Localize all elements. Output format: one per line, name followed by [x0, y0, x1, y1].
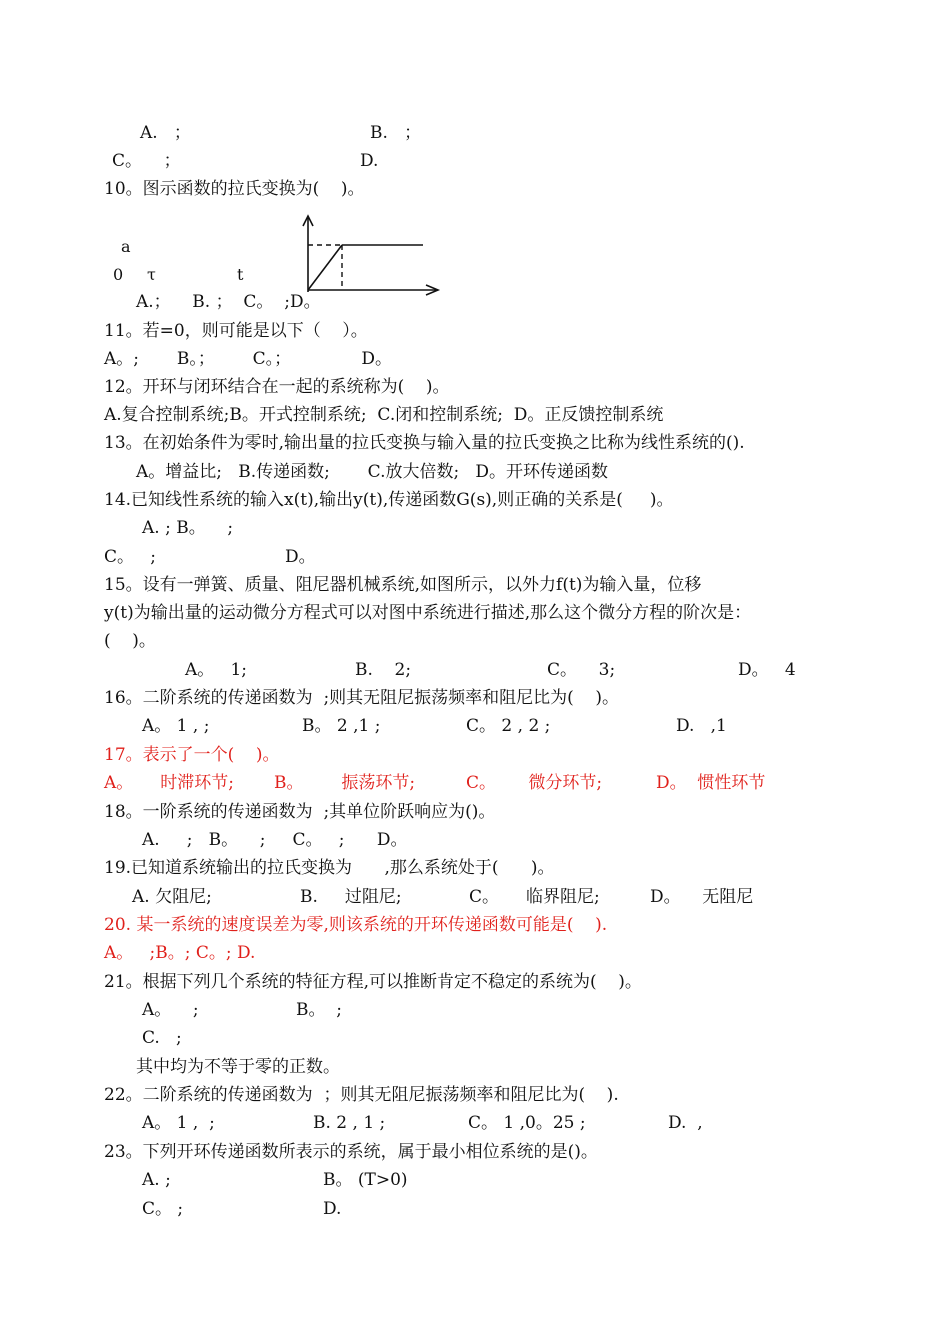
q14-option-c: C。 ;: [104, 547, 156, 567]
question-18: 18。一阶系统的传递函数为 ;其单位阶跃响应为()。: [104, 802, 496, 822]
question-15-line-2: y(t)为输出量的运动微分方程式可以对图中系统进行描述,那么这个微分方程的阶次是：: [104, 603, 752, 623]
question-15-line-3: ( )。: [104, 631, 156, 651]
q22-option-c: C。 1 ,0。25 ;: [468, 1113, 586, 1133]
question-20: 20. 某一系统的速度误差为零,则该系统的开环传递函数可能是( ).: [104, 915, 608, 935]
q16-option-a: A。 1 , ;: [142, 716, 210, 736]
q23-option-c: C。 ;: [142, 1199, 184, 1219]
question-12: 12。开环与闭环结合在一起的系统称为( )。: [104, 377, 450, 397]
ramp-segment: [308, 245, 342, 290]
q14-options-ab: A. ; B。 ;: [142, 518, 234, 538]
q9-option-d: D.: [360, 151, 379, 171]
q15-option-a: A。 1;: [185, 660, 248, 680]
q23-option-a: A. ;: [142, 1170, 171, 1190]
q21-option-a: A。 ;: [142, 1000, 199, 1020]
q21-note: 其中均为不等于零的正数。: [136, 1057, 340, 1077]
question-19: 19.已知道系统输出的拉氏变换为 ,那么系统处于( )。: [104, 858, 555, 878]
question-10: 10。图示函数的拉氏变换为( )。: [104, 179, 365, 199]
q17-option-b: B。 振荡环节;: [274, 773, 416, 793]
q10-options: A.； B. ； C。 ;D。: [136, 292, 321, 312]
q16-option-d: D. ,1: [676, 716, 727, 736]
q9-option-b: B. ；: [370, 123, 422, 143]
q21-option-b: B。 ;: [296, 1000, 343, 1020]
question-16: 16。二阶系统的传递函数为 ;则其无阻尼振荡频率和阻尼比为( )。: [104, 688, 620, 708]
figure-label-tau: τ: [147, 265, 156, 284]
q17-option-c: C。 微分环节;: [466, 773, 603, 793]
q19-option-b: B. 过阻尼;: [300, 887, 402, 907]
q9-option-a: A. ；: [140, 123, 191, 143]
question-22: 22。二阶系统的传递函数为 ；则其无阻尼振荡频率和阻尼比为( ).: [104, 1085, 619, 1105]
q11-options: A。; B。； C。； D。: [104, 349, 393, 369]
q13-options: A。增益比; B.传递函数; C.放大倍数; D。开环传递函数: [136, 462, 609, 482]
q9-option-c: C。 ；: [112, 151, 181, 171]
q23-option-d: D.: [323, 1199, 342, 1219]
q19-option-a: A. 欠阻尼;: [132, 887, 212, 907]
question-14: 14.已知线性系统的输入x(t),输出y(t),传递函数G(s),则正确的关系是( )。: [104, 490, 674, 510]
q22-option-b: B. 2 , 1 ;: [313, 1113, 386, 1133]
figure-label-a: a: [121, 237, 131, 256]
question-21: 21。根据下列几个系统的特征方程,可以推断肯定不稳定的系统为( )。: [104, 972, 642, 992]
q12-options: A.复合控制系统;B。开式控制系统; C.闭和控制系统; D。正反馈控制系统: [104, 405, 664, 425]
q21-option-c: C. ;: [142, 1028, 182, 1048]
question-17: 17。表示了一个( )。: [104, 745, 280, 765]
question-13: 13。在初始条件为零时,输出量的拉氏变换与输入量的拉氏变换之比称为线性系统的().: [104, 433, 745, 453]
q19-option-c: C。 临界阻尼;: [469, 887, 600, 907]
q23-option-b: B。 (T>0): [323, 1170, 408, 1190]
q15-option-d: D。 4: [738, 660, 796, 680]
figure-label-0: 0: [113, 265, 124, 284]
q14-option-d: D。: [285, 547, 316, 567]
question-11: 11。若=0，则可能是以下（ ）。: [104, 321, 368, 341]
q17-option-a: A。 时滞环节;: [104, 773, 235, 793]
figure-label-t: t: [237, 265, 244, 284]
q19-option-d: D。 无阻尼: [650, 887, 754, 907]
ramp-function-graph: [300, 212, 445, 297]
q18-options: A. ; B。 ; C。 ; D。: [142, 830, 408, 850]
q15-option-c: C。 3;: [547, 660, 616, 680]
q22-option-d: D. ,: [668, 1113, 703, 1133]
q16-option-c: C。 2 , 2 ;: [466, 716, 551, 736]
q16-option-b: B。 2 ,1 ;: [302, 716, 381, 736]
q22-option-a: A。 1 , ;: [142, 1113, 215, 1133]
q20-options: A。 ;B。; C。; D.: [104, 943, 256, 963]
question-15-line-1: 15。设有一弹簧、质量、阻尼器机械系统,如图所示，以外力f(t)为输入量，位移: [104, 575, 702, 595]
q15-option-b: B. 2;: [355, 660, 412, 680]
q17-option-d: D。 惯性环节: [656, 773, 766, 793]
question-23: 23。下列开环传递函数所表示的系统，属于最小相位系统的是()。: [104, 1142, 598, 1162]
